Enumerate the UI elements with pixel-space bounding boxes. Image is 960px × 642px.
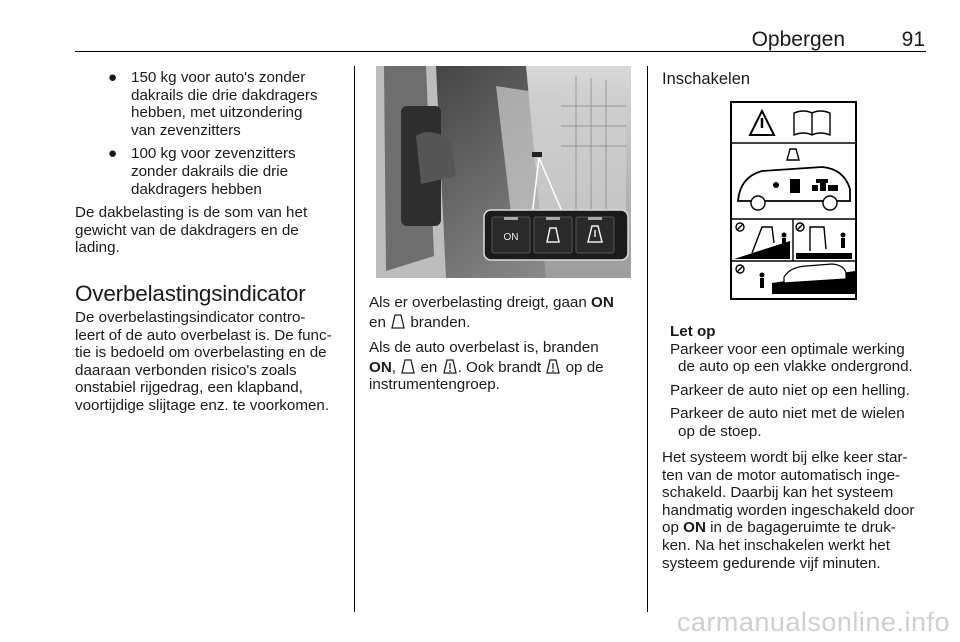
text-line: gewicht van de dakdragers en de bbox=[75, 221, 299, 239]
weight-indicator-icon bbox=[390, 312, 406, 330]
text-line: van zevenzitters bbox=[131, 121, 241, 139]
text-line: handmatig worden ingeschakeld door bbox=[662, 501, 915, 519]
text-run: branden. bbox=[406, 313, 471, 331]
text-line: ten van de motor automatisch inge- bbox=[662, 466, 901, 484]
roof-load-paragraph bbox=[75, 204, 347, 257]
on-label: ON bbox=[591, 294, 614, 311]
text-run: op bbox=[662, 519, 684, 537]
text-run: Als de auto overbelast is, branden bbox=[369, 339, 599, 357]
text-line: schakeld. Daarbij kan het systeem bbox=[662, 484, 894, 502]
text-run: op de bbox=[561, 358, 604, 376]
overload-paragraph bbox=[369, 339, 637, 394]
text-line: 150 kg voor auto's zonder bbox=[131, 69, 306, 86]
text-run: . Ook brandt bbox=[457, 358, 546, 376]
text-line: dakrails die drie dakdragers bbox=[131, 86, 318, 104]
activation-paragraph bbox=[662, 449, 934, 572]
text-run: Als er overbelasting dreigt, gaan bbox=[369, 294, 592, 311]
column-1 bbox=[75, 69, 347, 415]
text-line: op de stoep. bbox=[678, 422, 762, 440]
text-line: de auto op een vlakke ondergrond. bbox=[678, 358, 913, 376]
indicator-warning-paragraph bbox=[369, 294, 637, 331]
overload-warning-icon bbox=[442, 357, 458, 375]
text-run: en bbox=[416, 358, 442, 376]
note-title: Let op bbox=[670, 323, 716, 340]
text-line: 100 kg voor zevenzitters bbox=[131, 145, 296, 163]
text-line: leert of de auto overbelast is. De func- bbox=[75, 326, 332, 344]
page-number: 91 bbox=[901, 28, 925, 51]
text-line: voortijdige slijtage enz. te voorkomen. bbox=[75, 396, 330, 414]
text-run: in de bagageruimte te druk- bbox=[705, 519, 896, 537]
text-line: De dakbelasting is de som van het bbox=[75, 204, 308, 222]
overload-warning-icon bbox=[545, 357, 561, 375]
parking-instructions-diagram bbox=[730, 101, 857, 300]
text-line: onstabiel rijgedrag, een klapband, bbox=[75, 379, 303, 397]
bullet-item bbox=[75, 69, 347, 139]
text-line: hebben, met uitzondering bbox=[131, 104, 303, 122]
bullet-dot: ● bbox=[108, 145, 118, 163]
text-line: Parkeer de auto niet op een helling. bbox=[670, 381, 910, 399]
text-line: Parkeer voor een optimale werking bbox=[670, 340, 905, 358]
header-rule bbox=[75, 51, 926, 52]
column-3 bbox=[662, 69, 930, 89]
watermark: carmanualsonline.info bbox=[676, 607, 950, 637]
on-label: ON bbox=[683, 519, 706, 537]
on-button-label: ON bbox=[503, 232, 519, 243]
text-line: Het systeem wordt bij elke keer star- bbox=[662, 449, 908, 466]
indicator-paragraph bbox=[75, 309, 347, 415]
cargo-area-photo bbox=[376, 66, 631, 278]
text-line: Parkeer de auto niet met de wielen bbox=[670, 405, 905, 423]
text-line: tie is bedoeld om overbelasting en de bbox=[75, 344, 327, 362]
column-2 bbox=[369, 294, 637, 394]
page-header bbox=[75, 28, 925, 50]
text-run: instrumentengroep. bbox=[369, 376, 500, 394]
diagram-illustration bbox=[732, 103, 855, 298]
column-divider-2 bbox=[647, 66, 648, 612]
note-block bbox=[670, 323, 932, 441]
bullet-dot: ● bbox=[108, 69, 118, 86]
text-run: , bbox=[391, 358, 401, 376]
on-label: ON bbox=[369, 358, 392, 376]
bullet-item bbox=[75, 145, 347, 198]
text-line: dakdragers hebben bbox=[131, 180, 262, 198]
text-line: zonder dakrails die drie bbox=[131, 162, 289, 180]
text-line: De overbelastingsindicator contro- bbox=[75, 308, 306, 326]
weight-indicator-icon bbox=[400, 357, 416, 375]
section-heading: Overbelastingsindicator bbox=[75, 280, 306, 306]
subsection-heading: Inschakelen bbox=[662, 70, 751, 88]
photo-illustration bbox=[376, 66, 631, 278]
text-line: daaraan verbonden risico's zoals bbox=[75, 361, 297, 379]
section-title: Opbergen bbox=[751, 28, 845, 51]
text-line bbox=[662, 519, 934, 537]
column-divider-1 bbox=[354, 66, 355, 612]
text-line: ken. Na het inschakelen werkt het bbox=[662, 536, 890, 554]
text-run: en bbox=[369, 313, 391, 331]
text-line: lading. bbox=[75, 239, 120, 257]
text-line: systeem gedurende vijf minuten. bbox=[662, 554, 881, 572]
